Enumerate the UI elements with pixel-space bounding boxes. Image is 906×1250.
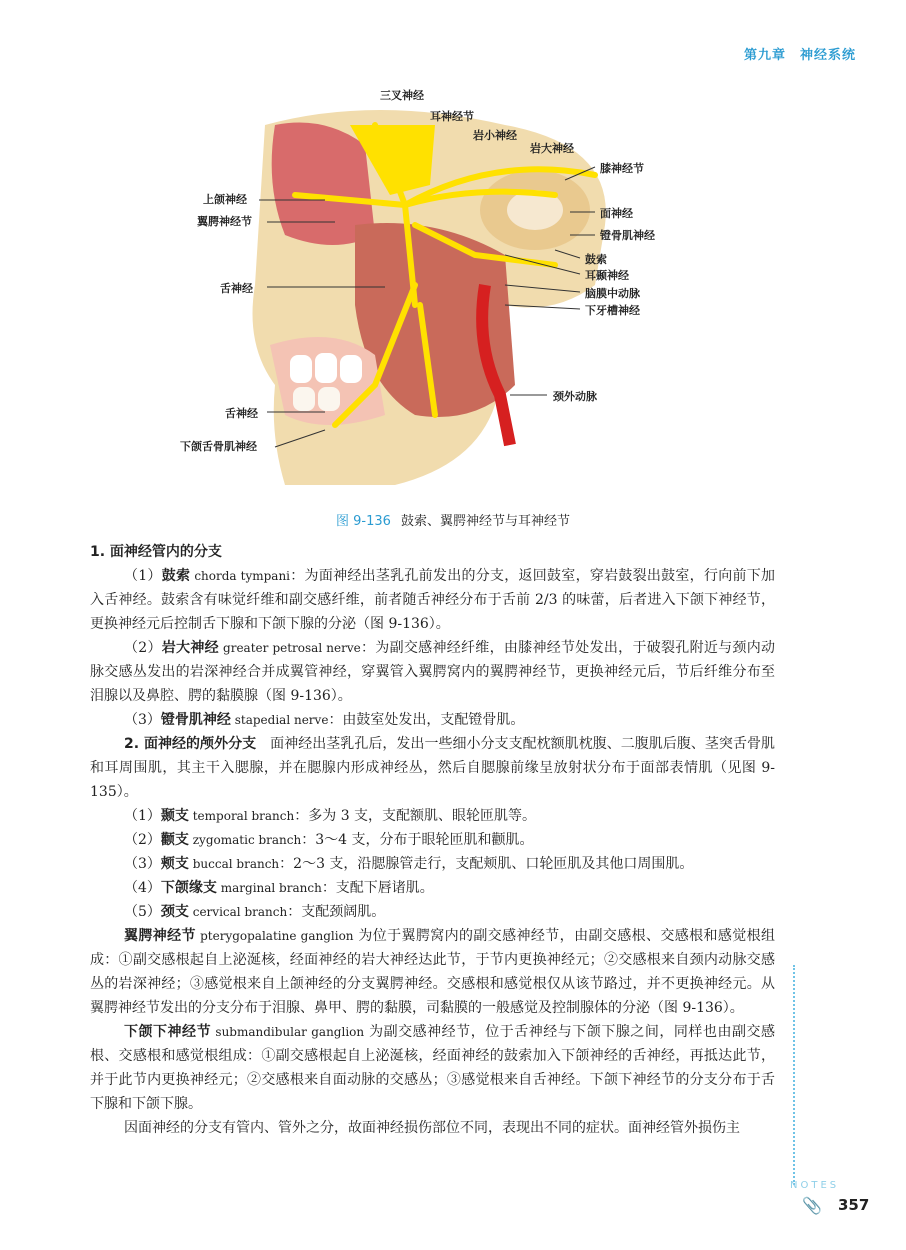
- body-text: [90, 540, 775, 1140]
- item-number: （2）: [124, 640, 162, 656]
- paragraph-stapedial: [90, 708, 775, 732]
- paragraph-greater-petrosal: [90, 636, 775, 708]
- paragraph-body: ：由鼓室处发出，支配镫骨肌。: [328, 712, 525, 728]
- label-lingual-top: 舌神经: [220, 282, 253, 295]
- term-en: marginal branch: [216, 881, 322, 895]
- paragraph-body: 为副交感神经节，位于舌神经与下颌下腺之间，同样也由副交感根、交感根和感觉根组成：①副交感根起自上泌涎核，经面神经的鼓索加入下颌神经的舌神经，再抵达此节，并于此节内更换神经元；②交感根来自面动脉的交感丛；③感觉根来自舌神经。下颌下神经节的分支分布于舌下腺和下颌下腺。: [90, 1024, 775, 1112]
- page-number: 357: [838, 1196, 870, 1214]
- label-lesser-petrosal: 岩小神经: [473, 129, 517, 142]
- label-stapedial: 镫骨肌神经: [600, 229, 655, 242]
- term-en: greater petrosal nerve: [218, 641, 361, 655]
- figure-caption: [0, 510, 906, 529]
- label-auriculotemporal: 耳颞神经: [585, 269, 629, 282]
- label-middle-meningeal: 脑膜中动脉: [585, 287, 640, 300]
- paragraph-body: ：支配颈阔肌。: [287, 904, 386, 920]
- paragraph-chorda: [90, 564, 775, 636]
- paragraph-body: ：2～3 支，沿腮腺管走行，支配颊肌、口轮匝肌及其他口周围肌。: [279, 856, 694, 872]
- term: 颈支: [160, 904, 189, 920]
- label-maxillary: 上颌神经: [203, 193, 247, 206]
- term-en: zygomatic branch: [188, 833, 302, 847]
- chapter-header: 第九章 神经系统: [743, 48, 856, 63]
- branch-temporal: [90, 804, 775, 828]
- section-title-2: 2. 面神经的颅外分支: [124, 736, 257, 752]
- item-number: （2）: [124, 832, 161, 848]
- label-pterygopalatine: 翼腭神经节: [197, 215, 252, 228]
- term: 下颌下神经节: [124, 1024, 212, 1040]
- item-number: （4）: [124, 880, 161, 896]
- term: 下颌缘支: [160, 880, 217, 896]
- term: 颞支: [160, 808, 189, 824]
- item-number: （1）: [124, 568, 162, 584]
- term: 颧支: [160, 832, 189, 848]
- label-mylohyoid: 下颌舌骨肌神经: [180, 440, 257, 453]
- anatomy-figure: [175, 85, 695, 505]
- term-en: buccal branch: [188, 857, 280, 871]
- term: 鼓索: [161, 568, 191, 584]
- paragraph-submandibular-ganglion: [90, 1020, 775, 1116]
- label-chorda: 鼓索: [585, 253, 607, 266]
- paragraph-lesion: 因面神经的分支有管内、管外之分，故面神经损伤部位不同，表现出不同的症状。面神经管外损伤主: [124, 1120, 740, 1136]
- paragraph-body: ：3～4 支，分布于眼轮匝肌和颧肌。: [301, 832, 534, 848]
- term-en: pterygopalatine ganglion: [195, 929, 354, 943]
- label-lingual-bottom: 舌神经: [225, 407, 258, 420]
- caption-number: 图 9-136: [336, 514, 391, 529]
- term-en: stapedial nerve: [230, 713, 329, 727]
- branch-marginal: [90, 876, 775, 900]
- term: 翼腭神经节: [124, 928, 196, 944]
- paragraph-pterygopalatine-ganglion: [90, 924, 775, 1020]
- label-otic-ganglion: 耳神经节: [430, 110, 474, 123]
- section-title-1: 1. 面神经管内的分支: [90, 544, 222, 560]
- label-external-carotid: 颈外动脉: [553, 390, 597, 403]
- paragraph-body: ：为副交感神经纤维，由膝神经节处发出，于破裂孔附近与颈内动脉交感丛发出的岩深神经合并成翼管神经，穿翼管入翼腭窝内的翼腭神经节，更换神经元后，节后纤维分布至泪腺以及鼻腔、腭的黏膜腺（图 9-136）。: [90, 640, 776, 704]
- paperclip-icon: 📎: [802, 1196, 822, 1215]
- term-en: temporal branch: [188, 809, 295, 823]
- label-trigeminal: 三叉神经: [380, 89, 424, 102]
- branch-cervical: [90, 900, 775, 924]
- caption-text: 鼓索、翼腭神经节与耳神经节: [400, 514, 570, 529]
- label-greater-petrosal: 岩大神经: [530, 142, 574, 155]
- item-number: （3）: [124, 856, 161, 872]
- paragraph-extracranial: [90, 732, 775, 804]
- notes-dotted-line: [793, 965, 795, 1185]
- item-number: （3）: [124, 712, 161, 728]
- term-en: submandibular ganglion: [211, 1025, 365, 1039]
- paragraph-body: 面神经出茎乳孔后，发出一些细小分支支配枕额肌枕腹、二腹肌后腹、茎突舌骨肌和耳周围肌，其主干入腮腺，并在腮腺内形成神经丛，然后自腮腺前缘呈放射状分布于面部表情肌（见图 9-135）。: [90, 736, 776, 800]
- label-facial: 面神经: [600, 207, 633, 220]
- item-number: （1）: [124, 808, 161, 824]
- paragraph-body: ：支配下唇诸肌。: [321, 880, 434, 896]
- notes-label: NOTES: [790, 1180, 840, 1191]
- paragraph-body: ：为面神经出茎乳孔前发出的分支，返回鼓室，穿岩鼓裂出鼓室，行向前下加入舌神经。鼓索含有味觉纤维和副交感纤维，前者随舌神经分布于舌前 2/3 的味蕾，后者进入下颌下神经节，更换神经元后控制舌下腺和下颌下腺的分泌（图 9-136）。: [90, 568, 775, 632]
- term: 颊支: [160, 856, 189, 872]
- term-en: chorda tympani: [190, 569, 291, 583]
- term: 岩大神经: [161, 640, 219, 656]
- label-geniculate: 膝神经节: [600, 162, 644, 175]
- paragraph-body: ：多为 3 支，支配额肌、眼轮匝肌等。: [294, 808, 537, 824]
- label-inferior-alveolar: 下牙槽神经: [585, 304, 640, 317]
- branch-buccal: [90, 852, 775, 876]
- term-en: cervical branch: [188, 905, 288, 919]
- paragraph-body: 为位于翼腭窝内的副交感神经节，由副交感根、交感根和感觉根组成：①副交感根起自上泌涎核，经面神经的岩大神经达此节，于节内更换神经元；②交感根来自颈内动脉交感丛的岩深神经；③感觉根来自上颌神经的分支翼腭神经。交感根和感觉根仅从该节路过，并不更换神经元。从翼腭神经节发出的分支分布于泪腺、鼻甲、腭的黏膜，司黏膜的一般感觉及控制腺体的分泌（图 9-136）。: [90, 928, 776, 1016]
- item-number: （5）: [124, 904, 161, 920]
- branch-zygomatic: [90, 828, 775, 852]
- term: 镫骨肌神经: [160, 712, 231, 728]
